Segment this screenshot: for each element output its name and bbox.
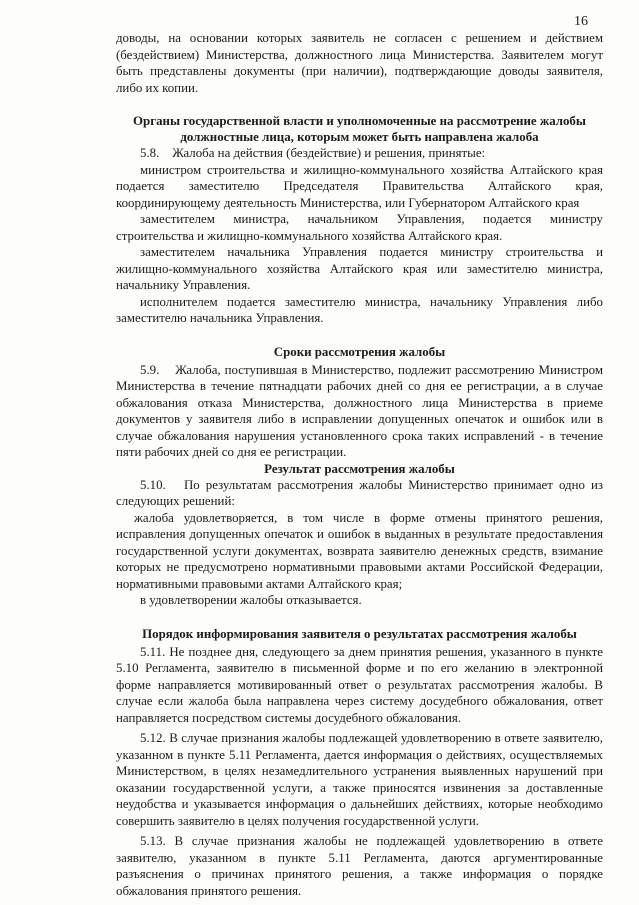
section-review-terms <box>116 344 607 461</box>
paragraph-5-9: 5.9. Жалоба, поступившая в Министерство, подлежит рассмотрению Министром Министерства в течение пятнадцати рабочих дней со дня ее регистрации, а в случае обжалования отказа Министерства, должностного лица Министерства в приеме документов у заявителя либо в исправлении допущенных опечаток и ошибок или в случае обжалования нарушения установленного срока таких исправлений - в течение пяти рабочих дней со дня ее регистрации. <box>116 362 607 459</box>
paragraph-5-13: 5.13. В случае признания жалобы не подлежащей удовлетворению в ответе заявителю, указанном в пункте 5.11 Регламента, даются аргументированные разъяснения о причинах принятого решения, а также информация о порядке обжалования принятого решения. <box>116 834 603 898</box>
page-number: 16 <box>574 14 588 29</box>
paragraph: исполнителем подается заместителю министра, начальнику Управления либо заместителю начальника Управления. <box>116 294 603 325</box>
paragraph-5-12: 5.12. В случае признания жалобы подлежащей удовлетворению в ответе заявителю, указанном в пункте 5.11 Регламента, дается информация о действиях, осуществляемых Министерством, в целях незамедлительного устранения выявленных нарушений при оказании государственной услуги, а также приносятся извинения за доставленные неудобства и указывается информация о дальнейших действиях, которые необходимо совершить заявителю в целях получения государственной услуги. <box>116 731 603 828</box>
section-review-result <box>116 461 607 609</box>
paragraph: жалоба удовлетворяется, в том числе в форме отмены принятого решения, исправления допущенных опечаток и ошибок в выданных в результате предоставления государственной услуги документах, возврата заявителю денежных средств, взимание которых не предусмотрено нормативными правовыми актами Российской Федерации, нормативными правовыми актами Алтайского края; <box>116 510 603 591</box>
paragraph-5-10: 5.10. По результатам рассмотрения жалобы Министерство принимает одно из следующих решений: <box>116 477 607 508</box>
paragraph-5-8: 5.8. Жалоба на действия (бездействие) и решения, принятые: <box>140 146 486 160</box>
paragraph: министром строительства и жилищно-коммунального хозяйства Алтайского края подается заместителю Председателя Правительства Алтайского края, координирующему деятельность Министерства, или Губернатором Алтайского края <box>116 162 603 210</box>
section-informing <box>116 626 603 900</box>
section-heading: Результат рассмотрения жалобы <box>264 461 455 476</box>
paragraph: в удовлетворении жалобы отказывается. <box>140 593 362 607</box>
section-heading: Сроки рассмотрения жалобы <box>273 344 446 359</box>
section-heading: Порядок информирования заявителя о результатах рассмотрения жалобы <box>142 626 577 641</box>
heading-line-2: должностные лица, которым может быть направлена жалоба <box>180 130 539 144</box>
intro-paragraph: доводы, на основании которых заявитель не согласен с решением и действием (бездействием) Министерства, должностного лица Министерства. Заявителем могут быть представлены документы (при наличии), подтверждающие доводы заявителя, либо их копии. <box>116 31 603 95</box>
paragraph: заместителем министра, начальником Управления, подается министру строительства и жилищно-коммунального хозяйства Алтайского края. <box>116 212 603 243</box>
section-complaint-authorities <box>116 113 603 327</box>
paragraph: заместителем начальника Управления подается министру строительства и жилищно-коммунального хозяйства Алтайского края или заместителю министра, начальнику Управления. <box>116 245 603 292</box>
paragraph-5-11: 5.11. Не позднее дня, следующего за днем принятия решения, указанного в пункте 5.10 Регламента, заявителю в письменной форме и по его желанию в электронной форме направляется мотивированный ответ о результатах рассмотрения жалобы. В случае если жалоба была направлена через систему досудебного обжалования, ответ направляется посредством системы досудебного обжалования. <box>116 644 603 725</box>
heading-line-1: Органы государственной власти и уполномоченные на рассмотрение жалобы <box>133 114 586 128</box>
document-body <box>116 30 607 899</box>
section-heading <box>116 113 603 145</box>
